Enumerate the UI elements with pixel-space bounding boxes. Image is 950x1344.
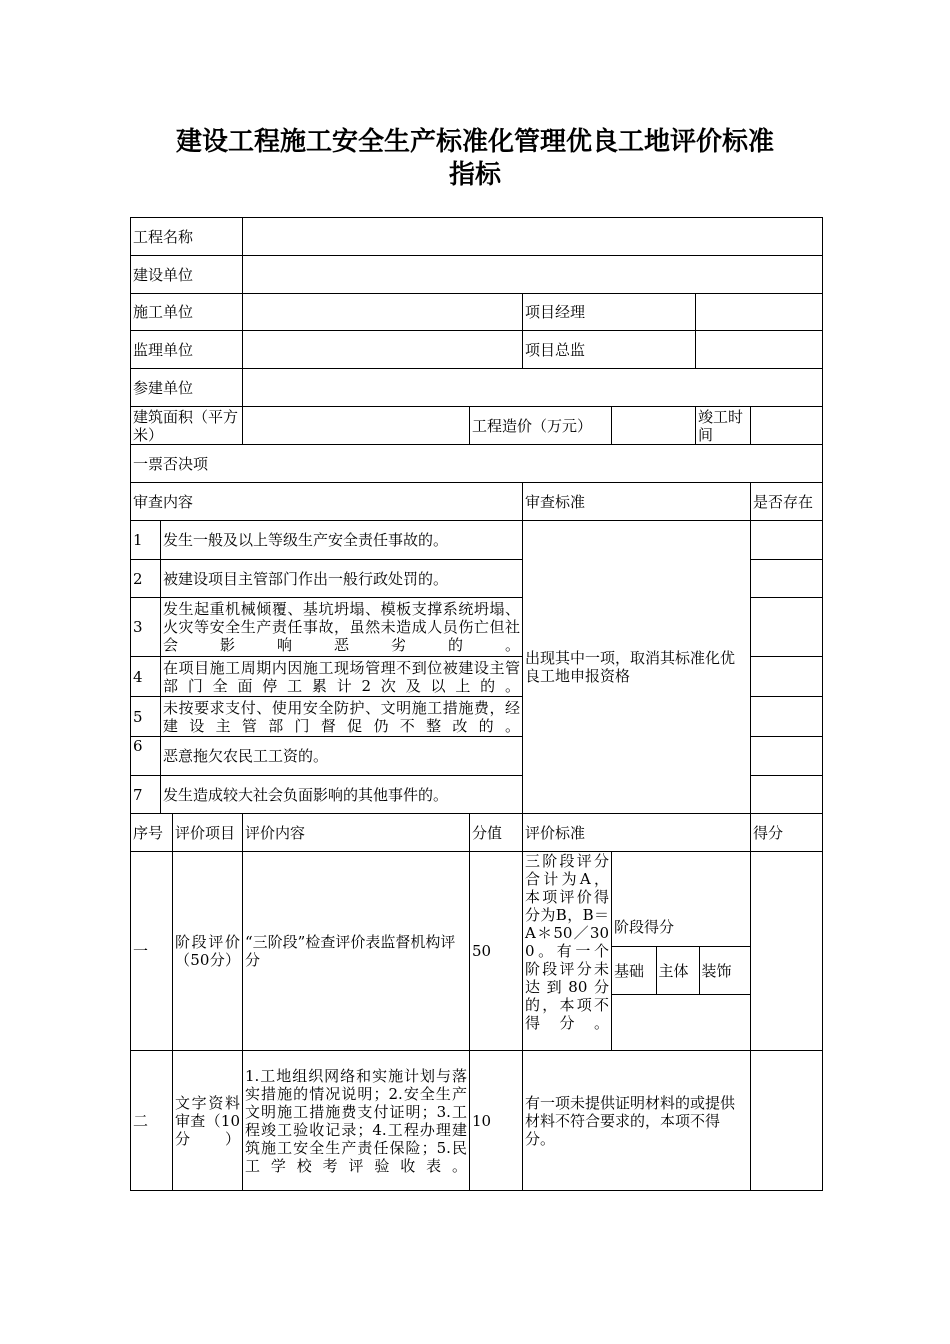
veto-item-no: 7 xyxy=(131,776,161,814)
veto-item-exists[interactable] xyxy=(751,521,823,560)
veto-item xyxy=(131,521,823,560)
eval-row-item: 文字资料审查（10分） xyxy=(173,1051,243,1191)
veto-item-text: 在项目施工周期内因施工现场管理不到位被建设主管部门全面停工累计2次及以上的。 xyxy=(161,657,523,697)
eval-col-points: 分值 xyxy=(470,814,523,852)
eval-col-score: 得分 xyxy=(751,814,823,852)
veto-item-text: 发生造成较大社会负面影响的其他事件的。 xyxy=(161,776,523,814)
eval-col-content: 评价内容 xyxy=(243,814,470,852)
cost-label: 工程造价（万元） xyxy=(470,407,612,445)
eval-row-no: 二 xyxy=(131,1051,173,1191)
eval-row-content: 1.工地组织网络和实施计划与落实措施的情况说明；2.安全生产文明施工措施费支付证明；3.工程竣工验收记录；4.工程办理建筑施工安全生产责任保险；5.民工学校考评验收表。 xyxy=(243,1051,470,1191)
veto-item-exists[interactable] xyxy=(751,598,823,657)
veto-item-text: 发生起重机械倾覆、基坑坍塌、模板支撑系统坍塌、火灾等安全生产责任事故，虽然未造成人员伤亡但社会影响恶劣的。 xyxy=(161,598,523,657)
eval-col-item: 评价项目 xyxy=(173,814,243,852)
stage-score-label: 阶段得分 xyxy=(612,907,750,947)
owner-label: 建设单位 xyxy=(131,256,243,294)
row-veto-section xyxy=(131,445,823,483)
stage-score-cell xyxy=(612,852,751,1051)
eval-col-standard: 评价标准 xyxy=(523,814,751,852)
veto-item-no: 2 xyxy=(131,560,161,598)
row-participant xyxy=(131,369,823,407)
project-manager-value[interactable] xyxy=(696,294,823,331)
cost-value[interactable] xyxy=(612,407,696,445)
veto-item-exists[interactable] xyxy=(751,697,823,737)
contractor-value[interactable] xyxy=(243,294,523,331)
veto-item-text: 恶意拖欠农民工工资的。 xyxy=(161,737,523,776)
participant-label: 参建单位 xyxy=(131,369,243,407)
veto-item-no: 4 xyxy=(131,657,161,697)
eval-row-content: “三阶段”检查评价表监督机构评分 xyxy=(243,852,470,1051)
eval-row-points: 10 xyxy=(470,1051,523,1191)
veto-item-no: 3 xyxy=(131,598,161,657)
veto-item-exists[interactable] xyxy=(751,737,823,776)
veto-item-exists[interactable] xyxy=(751,560,823,598)
participant-value[interactable] xyxy=(243,369,823,407)
completion-value[interactable] xyxy=(751,407,823,445)
stage-foundation-label: 基础 xyxy=(612,947,656,995)
supervisor-value[interactable] xyxy=(243,331,523,369)
project-name-value[interactable] xyxy=(243,218,823,256)
veto-col-content: 审查内容 xyxy=(131,483,523,521)
stage-score-table xyxy=(612,907,750,996)
stage-structure-label: 主体 xyxy=(656,947,699,995)
chief-supervisor-label: 项目总监 xyxy=(523,331,696,369)
project-name-label: 工程名称 xyxy=(131,218,243,256)
stage-structure-score[interactable] xyxy=(656,995,699,996)
eval-row-item: 阶段评价（50分） xyxy=(173,852,243,1051)
stage-foundation-score[interactable] xyxy=(612,995,656,996)
contractor-label: 施工单位 xyxy=(131,294,243,331)
veto-standard-text: 出现其中一项，取消其标准化优良工地申报资格 xyxy=(523,521,751,814)
eval-row-stage xyxy=(131,852,823,1051)
eval-row-standard: 三阶段评分合计为A，本项评价得分为B，B＝A＊50／300。有一个阶段评分未达到80分的，本项不得分。 xyxy=(523,852,612,1051)
eval-row-documents xyxy=(131,1051,823,1191)
veto-item-exists[interactable] xyxy=(751,657,823,697)
veto-col-standard: 审查标准 xyxy=(523,483,751,521)
row-veto-header xyxy=(131,483,823,521)
area-label: 建筑面积（平方米） xyxy=(131,407,243,445)
eval-row-score[interactable] xyxy=(751,1051,823,1191)
evaluation-form xyxy=(130,217,823,1191)
eval-row-score[interactable] xyxy=(751,852,823,1051)
veto-col-exists: 是否存在 xyxy=(751,483,823,521)
document-title: 建设工程施工安全生产标准化管理优良工地评价标准 xyxy=(175,127,774,157)
supervisor-label: 监理单位 xyxy=(131,331,243,369)
veto-item-text: 发生一般及以上等级生产安全责任事故的。 xyxy=(161,521,523,560)
veto-item-no: 6 xyxy=(131,737,161,776)
area-value[interactable] xyxy=(243,407,470,445)
veto-item-text: 被建设项目主管部门作出一般行政处罚的。 xyxy=(161,560,523,598)
row-supervisor xyxy=(131,331,823,369)
owner-value[interactable] xyxy=(243,256,823,294)
chief-supervisor-value[interactable] xyxy=(696,331,823,369)
completion-label: 竣工时间 xyxy=(696,407,751,445)
row-project-name xyxy=(131,218,823,256)
veto-item-no: 5 xyxy=(131,697,161,737)
project-manager-label: 项目经理 xyxy=(523,294,696,331)
stage-decoration-score[interactable] xyxy=(699,995,750,996)
row-owner xyxy=(131,256,823,294)
veto-section-label: 一票否决项 xyxy=(131,445,823,483)
eval-row-no: 一 xyxy=(131,852,173,1051)
row-eval-header xyxy=(131,814,823,852)
veto-item-exists[interactable] xyxy=(751,776,823,814)
eval-col-no: 序号 xyxy=(131,814,173,852)
eval-row-points: 50 xyxy=(470,852,523,1051)
document-title-line2: 指标 xyxy=(448,160,501,190)
veto-item-text: 未按要求支付、使用安全防护、文明施工措施费，经建设主管部门督促仍不整改的。 xyxy=(161,697,523,737)
stage-decoration-label: 装饰 xyxy=(699,947,750,995)
eval-row-standard: 有一项未提供证明材料的或提供材料不符合要求的，本项不得分。 xyxy=(523,1051,751,1191)
row-contractor xyxy=(131,294,823,331)
row-area-cost xyxy=(131,407,823,445)
veto-item-no: 1 xyxy=(131,521,161,560)
